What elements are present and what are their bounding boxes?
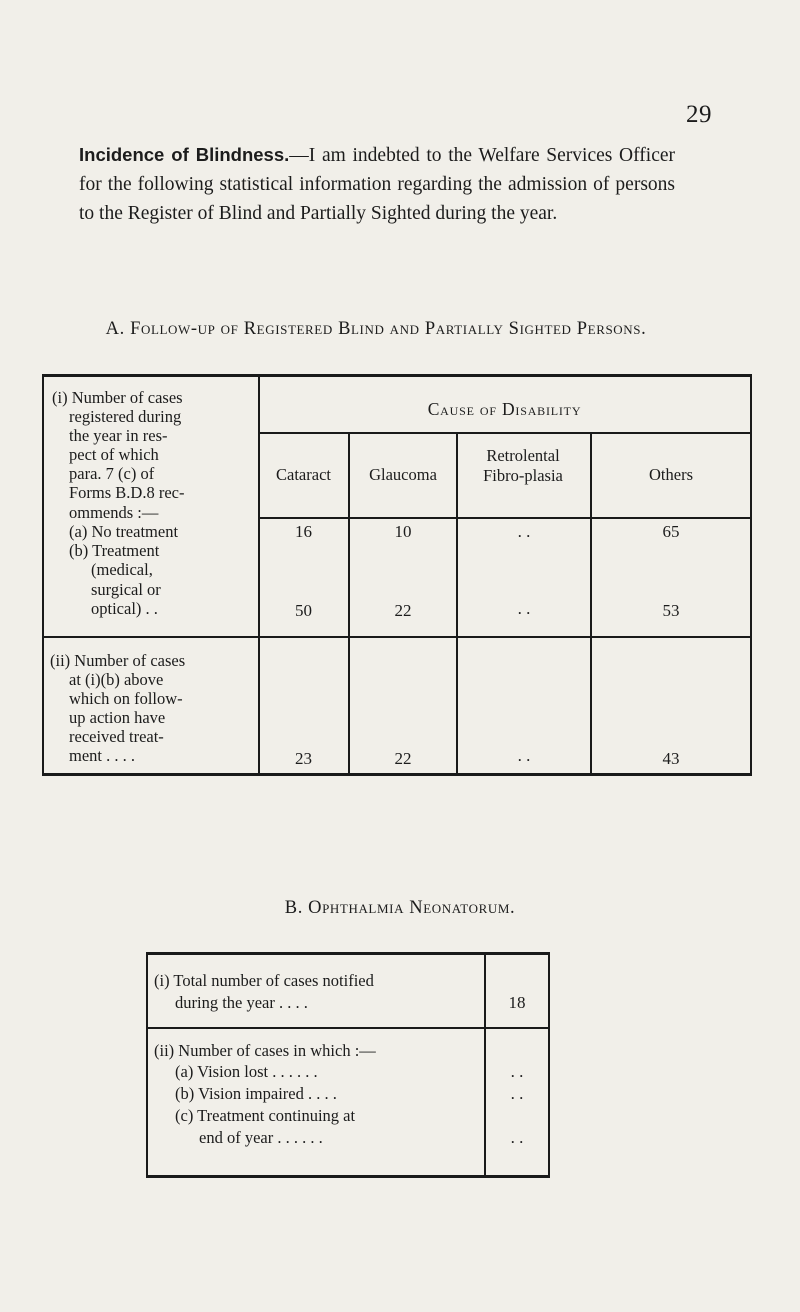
table-b-top-rule [146, 952, 550, 955]
row-ii-label-line: (ii) Number of cases [50, 651, 186, 670]
row-i-label-line: the year in res- [69, 426, 168, 445]
intro-text: —I am indebted to the Welfare Services Officer for the following statistical information regarding the admission of persons to the Register of Blind and Partially Sighted during the year. [79, 145, 675, 224]
table-b-left-rule [146, 952, 148, 1178]
col-header-others: Others [649, 465, 693, 484]
b-row-ii-b-value: . . [510, 1084, 524, 1103]
row-i-label-line: (i) Number of cases [52, 388, 183, 407]
table-a-bottom-rule [42, 773, 752, 776]
col-header-cataract: Cataract [276, 465, 331, 484]
b-row-ii-a-value: . . [510, 1062, 524, 1081]
table-a-row-rule [42, 636, 752, 638]
row-i-label-line: (a) No treatment [69, 522, 179, 541]
table-a-col-divider-label [258, 374, 260, 776]
row-ii-label-line: at (i)(b) above [69, 670, 164, 689]
b-row-i-value: 18 [508, 993, 526, 1012]
section-a-title: A. Follow-up of Registered Blind and Partially Sighted Persons. [105, 319, 647, 339]
row-i-a-retrolental: . . [517, 522, 531, 541]
row-i-a-cataract: 16 [295, 522, 312, 541]
row-i-label-line: pect of which [69, 445, 159, 464]
page-number: 29 [686, 101, 712, 128]
row-i-label-line: registered during [69, 407, 182, 426]
b-row-ii-label-line: (c) Treatment continuing at [175, 1106, 356, 1125]
table-a-top-rule [42, 374, 752, 377]
table-b-bottom-rule [146, 1175, 550, 1178]
intro-heading: Incidence of Blindness. [79, 144, 290, 165]
row-ii-label-line: received treat- [69, 727, 164, 746]
col-header-retrolental: Retrolental Fibro-plasia [483, 446, 563, 485]
cause-of-disability-header: Cause of Disability [427, 399, 582, 419]
intro-paragraph [79, 140, 675, 228]
row-i-a-others: 65 [662, 522, 680, 541]
table-b-row-rule [146, 1027, 550, 1029]
table-a-left-rule [42, 374, 44, 776]
b-row-i-label-line: (i) Total number of cases notified [154, 971, 374, 990]
b-row-i-label-line: during the year . . . . [175, 993, 308, 1012]
row-i-b-glaucoma: 22 [394, 601, 412, 620]
row-ii-label-line: which on follow- [69, 689, 183, 708]
row-i-label-line: para. 7 (c) of [69, 464, 155, 483]
row-i-label-line: Forms B.D.8 rec- [69, 483, 185, 502]
row-ii-cataract: 23 [295, 749, 312, 768]
row-i-label-line: optical) . . [91, 599, 158, 618]
row-i-label-line: (medical, [91, 560, 153, 579]
table-a-right-rule [750, 374, 752, 776]
row-i-b-others: 53 [662, 601, 680, 620]
row-i-label-line: (b) Treatment [69, 541, 160, 560]
row-ii-others: 43 [662, 749, 680, 768]
row-i-label-line: surgical or [91, 580, 161, 599]
section-b-title: B. Ophthalmia Neonatorum. [284, 898, 516, 918]
table-a-header-rule [258, 517, 750, 519]
b-row-ii-label-line: (a) Vision lost . . . . . . [175, 1062, 318, 1081]
b-row-ii-label-line: (ii) Number of cases in which :— [154, 1041, 376, 1060]
row-i-b-cataract: 50 [295, 601, 312, 620]
table-b-right-rule [548, 952, 550, 1178]
row-ii-label-line: up action have [69, 708, 166, 727]
b-row-ii-label-line: (b) Vision impaired . . . . [175, 1084, 337, 1103]
row-ii-glaucoma: 22 [394, 749, 412, 768]
row-i-a-glaucoma: 10 [394, 522, 412, 541]
b-row-ii-c-value: . . [510, 1128, 524, 1147]
b-row-ii-label-line: end of year . . . . . . [199, 1128, 323, 1147]
row-ii-label-line: ment . . . . [69, 746, 135, 765]
col-header-glaucoma: Glaucoma [369, 465, 437, 484]
row-ii-retrolental: . . [517, 746, 531, 765]
row-i-b-retrolental: . . [517, 599, 531, 618]
row-i-label-line: ommends :— [69, 503, 159, 522]
table-a-cause-rule [258, 432, 750, 434]
